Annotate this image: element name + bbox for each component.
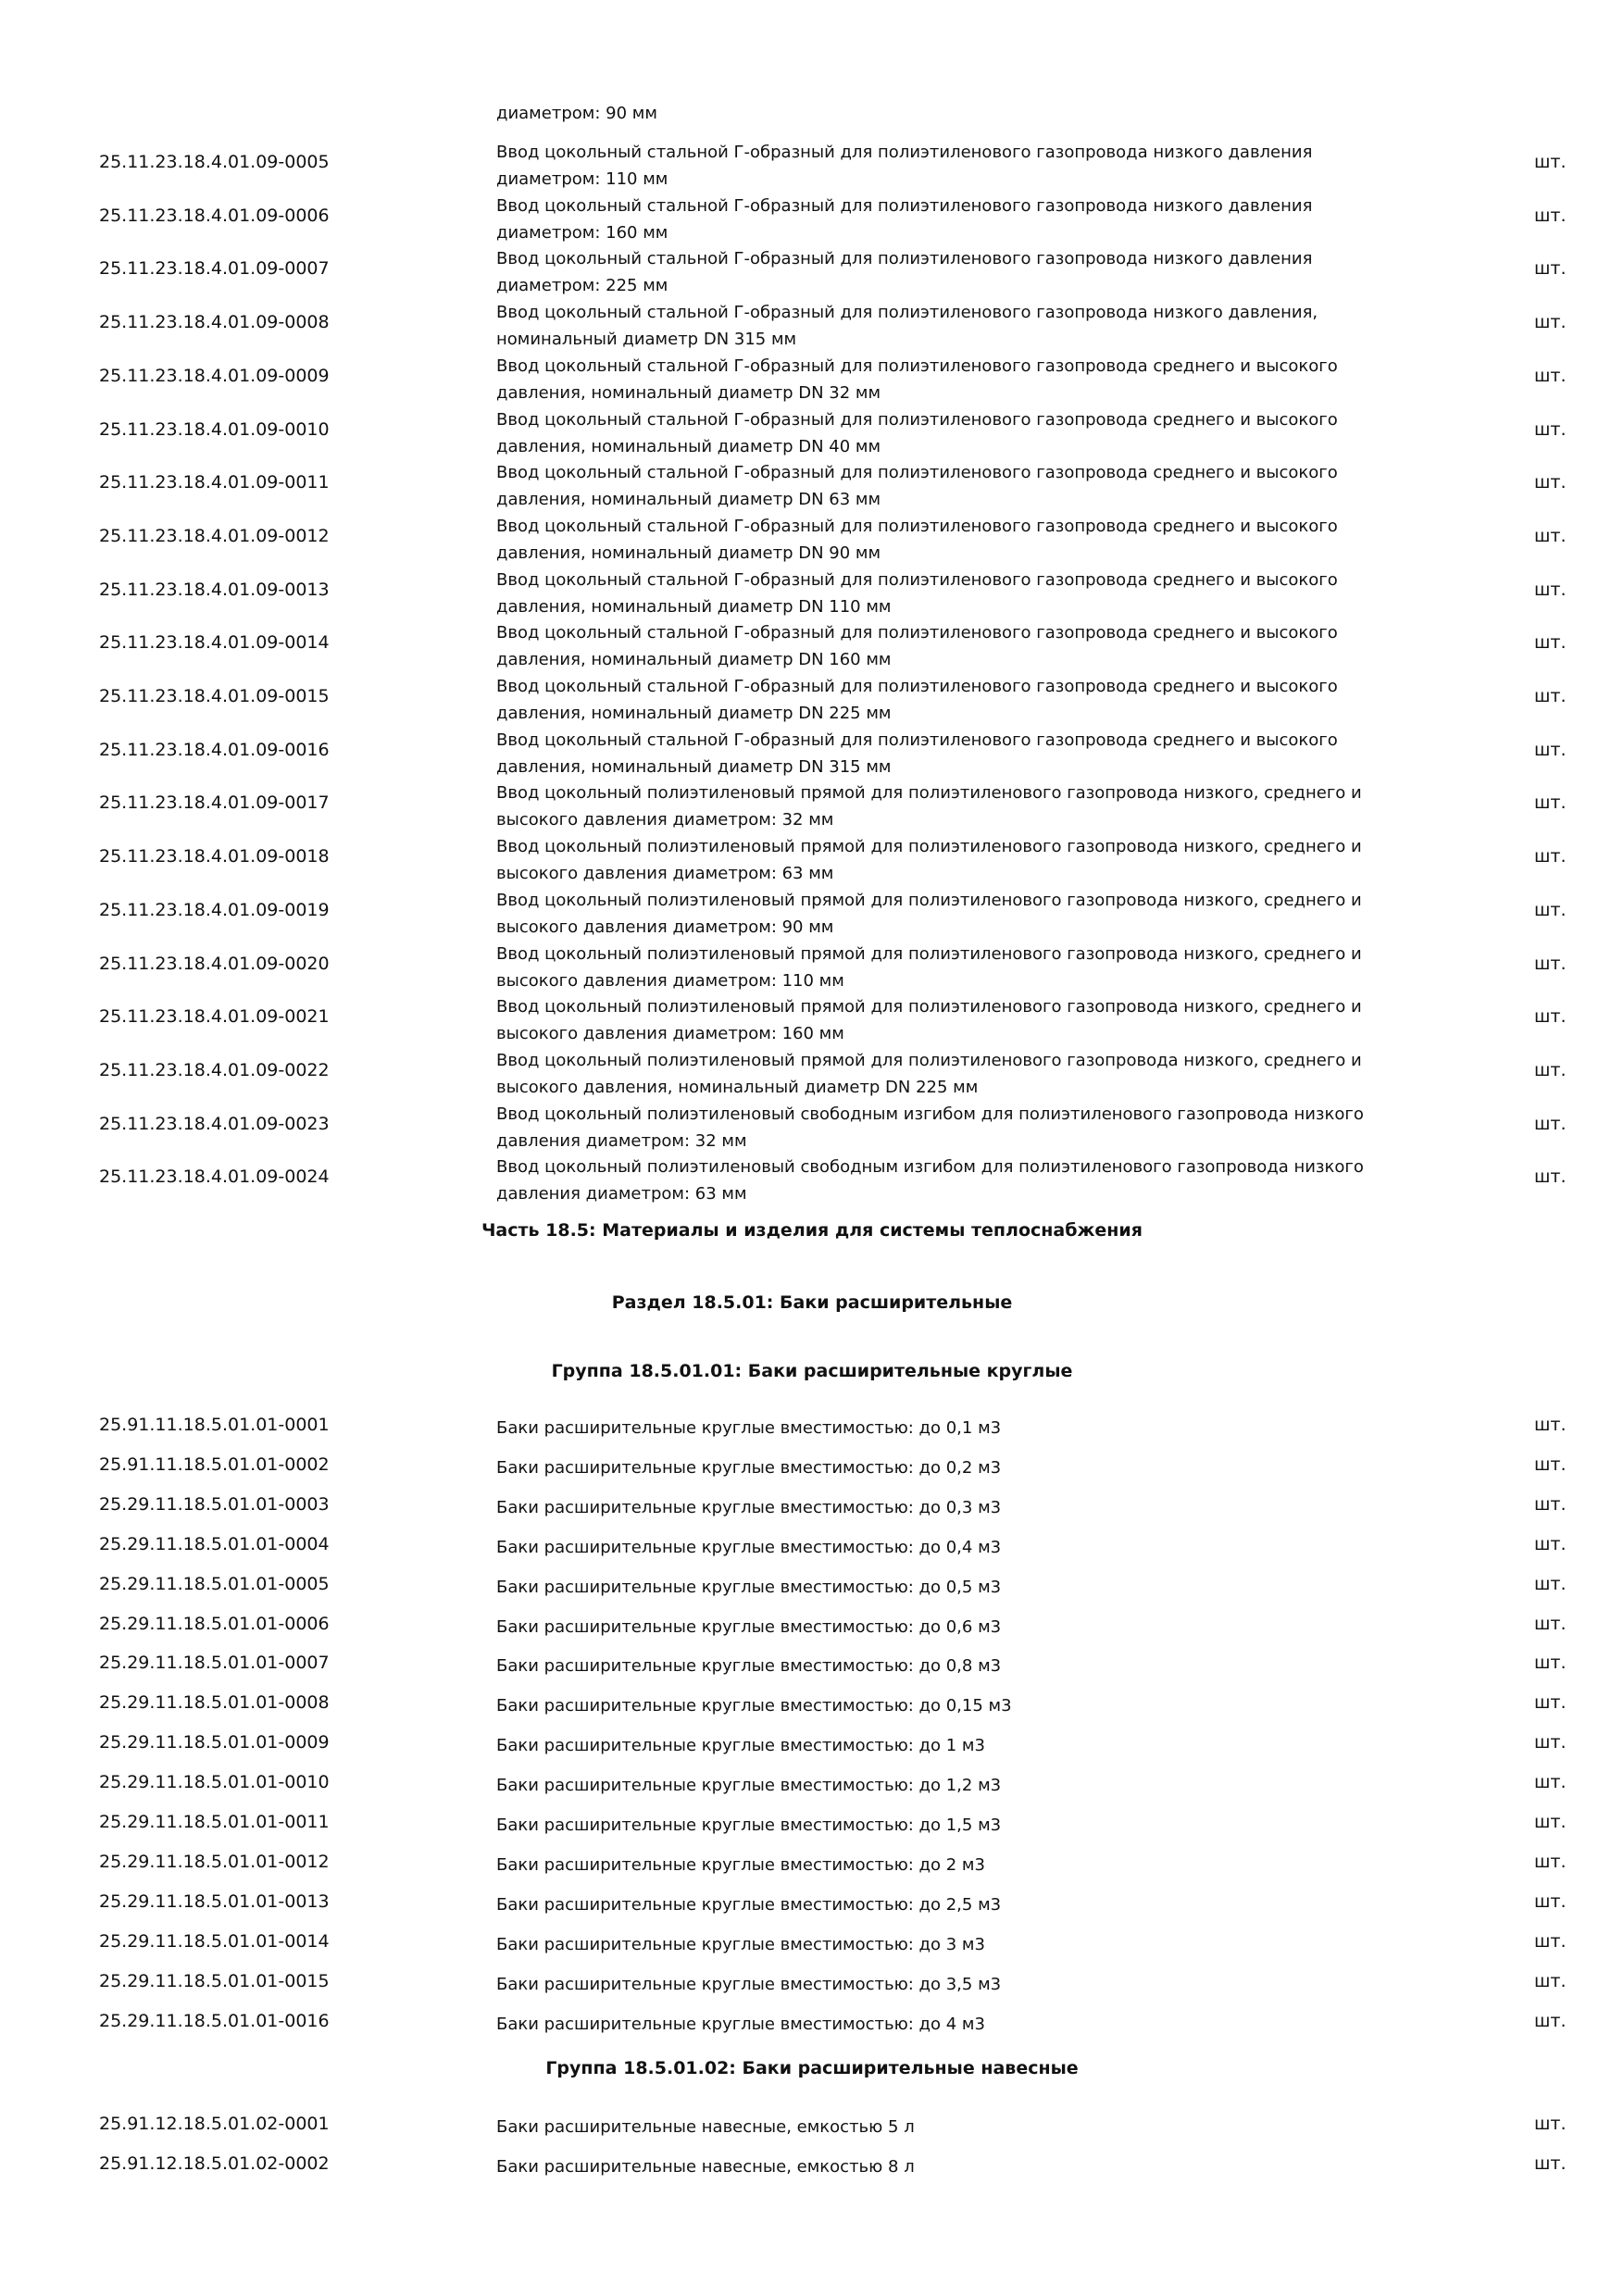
item-code: 25.11.23.18.4.01.09-0014	[99, 632, 330, 654]
item-unit: шт.	[1534, 1454, 1567, 1475]
item-description: Баки расширительные круглые вместимостью: до 0,2 м3	[496, 1457, 1002, 1478]
description-line: Ввод цокольный полиэтиленовый свободным изгибом для полиэтиленового газопровода низкого	[496, 1104, 1364, 1124]
item-unit: шт.	[1534, 1533, 1567, 1554]
description-line: Ввод цокольный полиэтиленовый прямой для полиэтиленового газопровода низкого, среднего и	[496, 890, 1362, 910]
description-line: давления, номинальный диаметр DN 40 мм	[496, 436, 881, 456]
description-line: Ввод цокольный стальной Г-образный для полиэтиленового газопровода низкого давления,	[496, 303, 1318, 323]
item-description	[496, 299, 1441, 353]
item-description: Баки расширительные круглые вместимостью: до 0,8 м3	[496, 1656, 1002, 1677]
description-line: высокого давления диаметром: 160 мм	[496, 1024, 844, 1044]
item-unit: шт.	[1534, 1167, 1567, 1188]
item-unit: шт.	[1534, 1970, 1567, 1991]
item-unit: шт.	[1534, 2010, 1567, 2031]
item-code: 25.11.23.18.4.01.09-0022	[99, 1059, 330, 1080]
item-code: 25.11.23.18.4.01.09-0005	[99, 152, 330, 172]
item-code: 25.91.11.18.5.01.01-0002	[99, 1454, 330, 1475]
item-unit: шт.	[1534, 1772, 1567, 1793]
group-heading-wall-tanks: Группа 18.5.01.02: Баки расширительные навесные	[545, 2058, 1079, 2078]
item-description: Баки расширительные круглые вместимостью: до 3 м3	[496, 1934, 985, 1954]
item-unit: шт.	[1534, 1059, 1567, 1080]
item-description	[496, 887, 1441, 941]
item-description: Баки расширительные навесные, емкостью 8 л	[496, 2156, 915, 2177]
description-line: давления, номинальный диаметр DN 315 мм	[496, 756, 892, 777]
description-line: Ввод цокольный стальной Г-образный для полиэтиленового газопровода среднего и высокого	[496, 730, 1338, 750]
description-line: Ввод цокольный стальной Г-образный для полиэтиленового газопровода низкого давления	[496, 195, 1313, 216]
item-code: 25.11.23.18.4.01.09-0008	[99, 312, 330, 333]
description-line: Ввод цокольный стальной Г-образный для полиэтиленового газопровода среднего и высокого	[496, 623, 1338, 643]
item-description: Баки расширительные круглые вместимостью: до 1 м3	[496, 1736, 985, 1756]
item-description: Баки расширительные круглые вместимостью: до 0,15 м3	[496, 1696, 1012, 1716]
item-unit: шт.	[1534, 312, 1567, 333]
part-heading: Часть 18.5: Материалы и изделия для системы теплоснабжения	[481, 1220, 1143, 1241]
item-description	[496, 1101, 1441, 1154]
item-code: 25.11.23.18.4.01.09-0020	[99, 953, 330, 974]
item-code: 25.91.11.18.5.01.01-0001	[99, 1415, 330, 1435]
item-unit: шт.	[1534, 1006, 1567, 1028]
item-code: 25.11.23.18.4.01.09-0012	[99, 525, 330, 546]
item-unit: шт.	[1534, 365, 1567, 386]
description-line: высокого давления диаметром: 90 мм	[496, 917, 834, 937]
item-unit: шт.	[1534, 1613, 1567, 1634]
item-unit: шт.	[1534, 953, 1567, 974]
description-line: Ввод цокольный стальной Г-образный для полиэтиленового газопровода низкого давления	[496, 143, 1313, 162]
item-code: 25.29.11.18.5.01.01-0010	[99, 1772, 330, 1793]
item-unit: шт.	[1534, 579, 1567, 600]
description-line: диаметром: 110 мм	[496, 169, 668, 189]
item-unit: шт.	[1534, 632, 1567, 654]
item-code: 25.29.11.18.5.01.01-0007	[99, 1653, 330, 1674]
item-description	[496, 673, 1441, 727]
item-unit: шт.	[1534, 846, 1567, 867]
description-line: Ввод цокольный стальной Г-образный для полиэтиленового газопровода среднего и высокого	[496, 356, 1338, 376]
item-code: 25.11.23.18.4.01.09-0011	[99, 472, 330, 493]
item-unit: шт.	[1534, 258, 1567, 280]
item-unit: шт.	[1534, 1113, 1567, 1134]
item-code: 25.29.11.18.5.01.01-0006	[99, 1613, 330, 1634]
item-unit: шт.	[1534, 2114, 1567, 2134]
item-description: Баки расширительные круглые вместимостью: до 1,5 м3	[496, 1816, 1002, 1835]
item-unit: шт.	[1534, 899, 1567, 920]
description-line: диаметром: 225 мм	[496, 276, 668, 296]
item-description: Баки расширительные круглые вместимостью: до 0,5 м3	[496, 1577, 1002, 1597]
description-line: давления, номинальный диаметр DN 63 мм	[496, 490, 881, 510]
item-description	[496, 353, 1441, 406]
description-line: Ввод цокольный полиэтиленовый свободным изгибом для полиэтиленового газопровода низкого	[496, 1157, 1364, 1178]
item-code: 25.29.11.18.5.01.01-0015	[99, 1970, 330, 1991]
description-line: Ввод цокольный стальной Г-образный для полиэтиленового газопровода среднего и высокого	[496, 677, 1338, 696]
item-code: 25.11.23.18.4.01.09-0007	[99, 258, 330, 280]
item-code: 25.29.11.18.5.01.01-0004	[99, 1533, 330, 1554]
item-description	[496, 941, 1441, 994]
description-line: давления, номинальный диаметр DN 160 мм	[496, 650, 892, 670]
item-unit: шт.	[1534, 1851, 1567, 1872]
item-unit: шт.	[1534, 686, 1567, 706]
item-unit: шт.	[1534, 1653, 1567, 1674]
description-line: давления диаметром: 32 мм	[496, 1130, 747, 1151]
item-unit: шт.	[1534, 2152, 1567, 2174]
item-description	[496, 1154, 1441, 1207]
item-unit: шт.	[1534, 472, 1567, 493]
item-unit: шт.	[1534, 205, 1567, 226]
item-code: 25.29.11.18.5.01.01-0011	[99, 1812, 330, 1832]
item-description	[496, 619, 1441, 673]
description-line: давления, номинальный диаметр DN 110 мм	[496, 596, 892, 617]
item-code: 25.29.11.18.5.01.01-0008	[99, 1692, 330, 1714]
item-code: 25.11.23.18.4.01.09-0016	[99, 739, 330, 760]
item-code: 25.11.23.18.4.01.09-0010	[99, 418, 330, 440]
item-unit: шт.	[1534, 739, 1567, 760]
item-code: 25.11.23.18.4.01.09-0021	[99, 1006, 330, 1028]
description-line: Ввод цокольный полиэтиленовый прямой для полиэтиленового газопровода низкого, среднего и	[496, 783, 1362, 804]
item-code: 25.11.23.18.4.01.09-0023	[99, 1113, 330, 1134]
description-line: высокого давления диаметром: 110 мм	[496, 970, 844, 991]
item-description: Баки расширительные круглые вместимостью: до 1,2 м3	[496, 1776, 1002, 1796]
item-code: 25.91.12.18.5.01.02-0001	[99, 2114, 330, 2134]
description-line: высокого давления диаметром: 63 мм	[496, 864, 834, 884]
description-line: давления, номинальный диаметр DN 90 мм	[496, 543, 881, 563]
item-description: Баки расширительные круглые вместимостью: до 0,6 м3	[496, 1616, 1002, 1637]
description-line: Ввод цокольный полиэтиленовый прямой для полиэтиленового газопровода низкого, среднего и	[496, 837, 1362, 857]
item-code: 25.11.23.18.4.01.09-0006	[99, 205, 330, 226]
item-description	[496, 567, 1441, 620]
item-description: Баки расширительные навесные, емкостью 5 л	[496, 2117, 915, 2137]
item-code: 25.29.11.18.5.01.01-0013	[99, 1890, 330, 1912]
item-code: 25.29.11.18.5.01.01-0009	[99, 1732, 330, 1753]
item-description: Баки расширительные круглые вместимостью: до 0,1 м3	[496, 1418, 1002, 1438]
description-line: давления диаметром: 63 мм	[496, 1184, 747, 1204]
continuation-text: диаметром: 90 мм	[496, 104, 657, 123]
item-unit: шт.	[1534, 1573, 1567, 1594]
description-line: Ввод цокольный стальной Г-образный для полиэтиленового газопровода среднего и высокого	[496, 463, 1338, 483]
item-code: 25.29.11.18.5.01.01-0014	[99, 1930, 330, 1952]
description-line: Ввод цокольный стальной Г-образный для полиэтиленового газопровода среднего и высокого	[496, 409, 1338, 430]
item-unit: шт.	[1534, 152, 1567, 172]
item-unit: шт.	[1534, 1890, 1567, 1912]
item-description: Баки расширительные круглые вместимостью: до 3,5 м3	[496, 1974, 1002, 1994]
description-line: Ввод цокольный полиэтиленовый прямой для полиэтиленового газопровода низкого, среднего и	[496, 997, 1362, 1017]
item-code: 25.11.23.18.4.01.09-0009	[99, 365, 330, 386]
item-description	[496, 193, 1441, 246]
item-unit: шт.	[1534, 1732, 1567, 1753]
item-description	[496, 245, 1441, 299]
description-line: Ввод цокольный полиэтиленовый прямой для полиэтиленового газопровода низкого, среднего и	[496, 943, 1362, 964]
item-code: 25.11.23.18.4.01.09-0019	[99, 899, 330, 920]
item-code: 25.11.23.18.4.01.09-0015	[99, 686, 330, 706]
item-code: 25.11.23.18.4.01.09-0017	[99, 792, 330, 814]
item-code: 25.11.23.18.4.01.09-0013	[99, 579, 330, 600]
item-description	[496, 1047, 1441, 1101]
item-code: 25.29.11.18.5.01.01-0003	[99, 1493, 330, 1515]
description-line: Ввод цокольный стальной Г-образный для полиэтиленового газопровода среднего и высокого	[496, 516, 1338, 536]
item-description	[496, 833, 1441, 887]
item-code: 25.11.23.18.4.01.09-0018	[99, 846, 330, 867]
description-line: высокого давления, номинальный диаметр DN 225 мм	[496, 1077, 979, 1097]
item-unit: шт.	[1534, 1415, 1567, 1435]
item-description	[496, 406, 1441, 460]
item-description: Баки расширительные круглые вместимостью: до 0,3 м3	[496, 1497, 1002, 1517]
item-unit: шт.	[1534, 792, 1567, 814]
item-code: 25.29.11.18.5.01.01-0016	[99, 2010, 330, 2031]
item-description: Баки расширительные круглые вместимостью: до 0,4 м3	[496, 1537, 1002, 1557]
description-line: Ввод цокольный полиэтиленовый прямой для полиэтиленового газопровода низкого, среднего и	[496, 1050, 1362, 1070]
item-description	[496, 993, 1441, 1047]
item-description	[496, 139, 1441, 193]
description-line: высокого давления диаметром: 32 мм	[496, 810, 834, 830]
item-unit: шт.	[1534, 418, 1567, 440]
item-unit: шт.	[1534, 525, 1567, 546]
item-unit: шт.	[1534, 1930, 1567, 1952]
item-code: 25.91.12.18.5.01.02-0002	[99, 2152, 330, 2174]
description-line: давления, номинальный диаметр DN 225 мм	[496, 704, 892, 723]
item-description: Баки расширительные круглые вместимостью: до 4 м3	[496, 2014, 985, 2034]
description-line: номинальный диаметр DN 315 мм	[496, 330, 797, 350]
item-unit: шт.	[1534, 1692, 1567, 1714]
group-heading-round-tanks: Группа 18.5.01.01: Баки расширительные круглые	[551, 1361, 1073, 1381]
item-description	[496, 780, 1441, 833]
item-code: 25.11.23.18.4.01.09-0024	[99, 1167, 330, 1188]
description-line: давления, номинальный диаметр DN 32 мм	[496, 382, 881, 403]
item-description: Баки расширительные круглые вместимостью: до 2 м3	[496, 1854, 985, 1875]
description-line: Ввод цокольный стальной Г-образный для полиэтиленового газопровода низкого давления	[496, 249, 1313, 269]
section-heading: Раздел 18.5.01: Баки расширительные	[611, 1292, 1013, 1313]
description-line: диаметром: 160 мм	[496, 222, 668, 243]
item-description	[496, 727, 1441, 780]
item-description: Баки расширительные круглые вместимостью: до 2,5 м3	[496, 1894, 1002, 1915]
description-line: Ввод цокольный стальной Г-образный для полиэтиленового газопровода среднего и высокого	[496, 569, 1338, 590]
item-code: 25.29.11.18.5.01.01-0012	[99, 1851, 330, 1872]
item-code: 25.29.11.18.5.01.01-0005	[99, 1573, 330, 1594]
item-description	[496, 459, 1441, 513]
item-description	[496, 513, 1441, 567]
item-unit: шт.	[1534, 1493, 1567, 1515]
item-unit: шт.	[1534, 1812, 1567, 1832]
